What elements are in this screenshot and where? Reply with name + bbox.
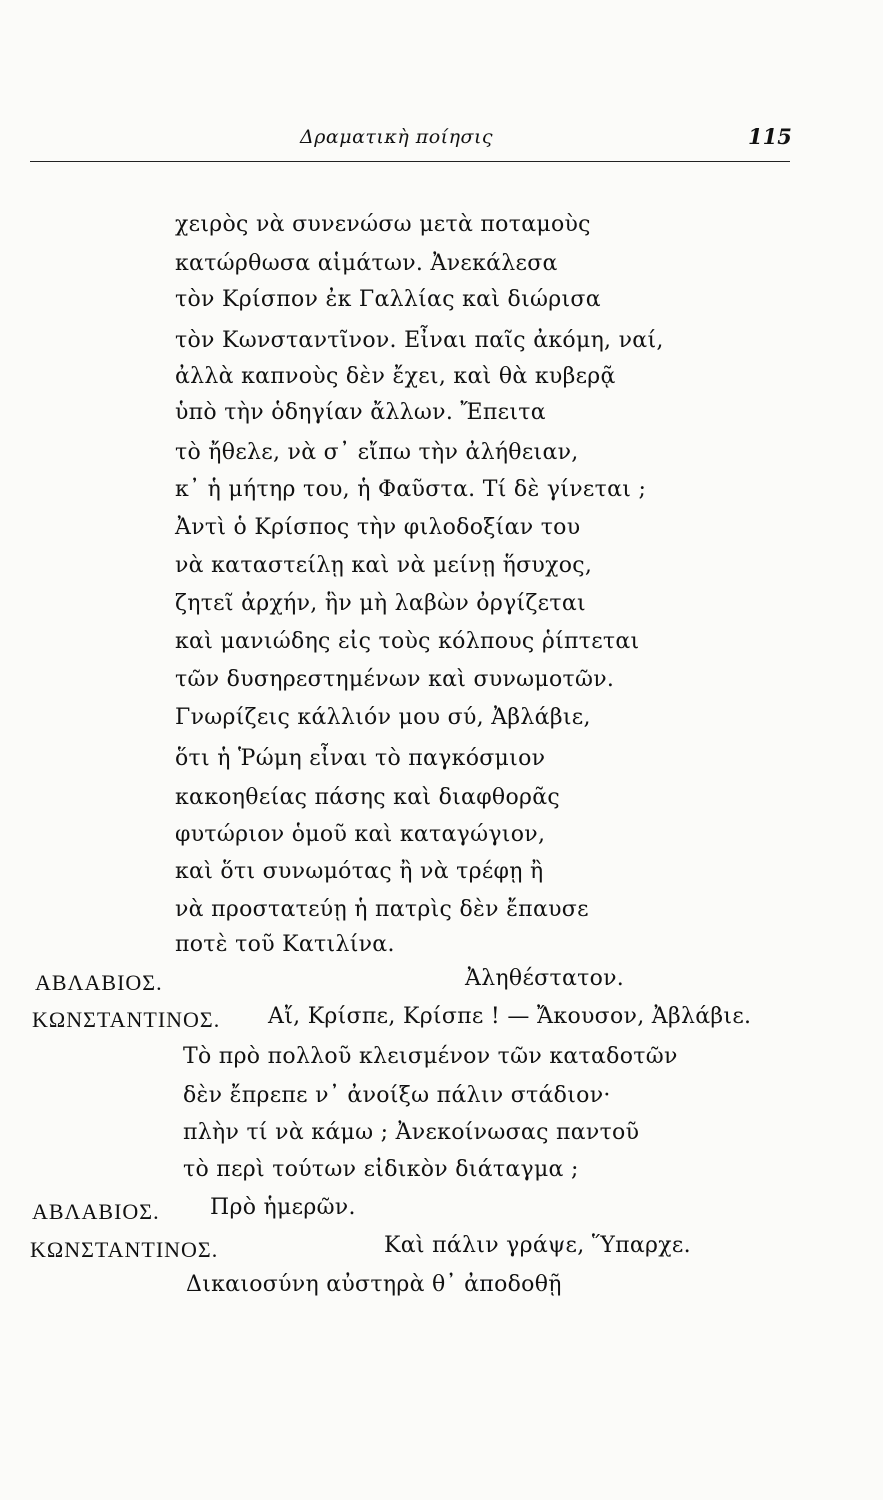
speech-line: Αἴ, Κρίσπε, Κρίσπε ! — Ἄκουσον, Ἀβλάβιε. xyxy=(268,1004,752,1029)
header-rule xyxy=(30,161,790,162)
running-head: Δραματικὴ ποίησις xyxy=(300,126,494,148)
verse-line: χειρὸς νὰ συνενώσω μετὰ ποταμοὺς xyxy=(175,212,591,237)
speaker-name: ΑΒΛΑΒΙΟΣ. xyxy=(32,1199,160,1224)
speech-line: Ἀληθέστατον. xyxy=(465,966,625,991)
verse-line: καὶ ὅτι συνωμότας ἢ νὰ τρέφῃ ἢ xyxy=(175,859,544,884)
verse-line: τῶν δυσηρεστημένων καὶ συνωμοτῶν. xyxy=(175,667,615,692)
verse-line: δὲν ἔπρεπε ν᾽ ἀνοίξω πάλιν στάδιον· xyxy=(183,1083,611,1108)
verse-line: νὰ καταστείλῃ καὶ νὰ μείνῃ ἥσυχος, xyxy=(175,553,593,578)
verse-line: πλὴν τί νὰ κάμω ; Ἀνεκοίνωσας παντοῦ xyxy=(183,1120,640,1145)
speech-line: Πρὸ ἡμερῶν. xyxy=(210,1195,356,1220)
page-number: 115 xyxy=(748,124,792,149)
speaker-name: ΚΩΝΣΤΑΝΤΙΝΟΣ. xyxy=(32,1007,221,1032)
verse-line: Τὸ πρὸ πολλοῦ κλεισμένον τῶν καταδοτῶν xyxy=(183,1044,678,1069)
verse-line: νὰ προστατεύῃ ἡ πατρὶς δὲν ἔπαυσε xyxy=(175,897,589,922)
verse-line: καὶ μανιώδης εἰς τοὺς κόλπους ῥίπτεται xyxy=(175,629,640,654)
verse-line: Δικαιοσύνη αὐστηρὰ θ᾽ ἀποδοθῇ xyxy=(186,1272,562,1297)
verse-line: ζητεῖ ἀρχήν, ἣν μὴ λαβὼν ὀργίζεται xyxy=(175,591,586,616)
verse-line: τὸν Κωνσταντῖνον. Εἶναι παῖς ἀκόμη, ναί, xyxy=(175,328,664,353)
verse-line: ποτὲ τοῦ Κατιλίνα. xyxy=(175,932,395,957)
verse-line: ὑπὸ τὴν ὁδηγίαν ἄλλων. Ἔπειτα xyxy=(175,400,546,425)
verse-line: κακοηθείας πάσης καὶ διαφθορᾶς xyxy=(175,785,561,810)
verse-line: τὸ ἤθελε, νὰ σ᾽ εἴπω τὴν ἀλήθειαν, xyxy=(175,440,579,465)
verse-line: Γνωρίζεις κάλλιόν μου σύ, Ἀβλάβιε, xyxy=(175,705,591,730)
speaker-name: ΑΒΛΑΒΙΟΣ. xyxy=(35,970,163,995)
speaker-name: ΚΩΝΣΤΑΝΤΙΝΟΣ. xyxy=(30,1237,219,1262)
verse-line: ὅτι ἡ Ῥώμη εἶναι τὸ παγκόσμιον xyxy=(175,746,546,771)
verse-line: φυτώριον ὁμοῦ καὶ καταγώγιον, xyxy=(175,822,546,847)
verse-line: κατώρθωσα αἱμάτων. Ἀνεκάλεσα xyxy=(175,251,558,276)
verse-line: Ἀντὶ ὁ Κρίσπος τὴν φιλοδοξίαν του xyxy=(175,515,581,540)
verse-line: κ᾽ ἡ μήτηρ του, ἡ Φαῦστα. Τί δὲ γίνεται ; xyxy=(175,477,647,502)
verse-line: τὸ περὶ τούτων εἰδικὸν διάταγμα ; xyxy=(183,1157,579,1182)
speech-line: Καὶ πάλιν γράψε, Ὕπαρχε. xyxy=(384,1233,691,1258)
verse-line: ἀλλὰ καπνοὺς δὲν ἔχει, καὶ θὰ κυβερᾷ xyxy=(175,364,616,389)
verse-line: τὸν Κρίσπον ἐκ Γαλλίας καὶ διώρισα xyxy=(175,287,601,312)
